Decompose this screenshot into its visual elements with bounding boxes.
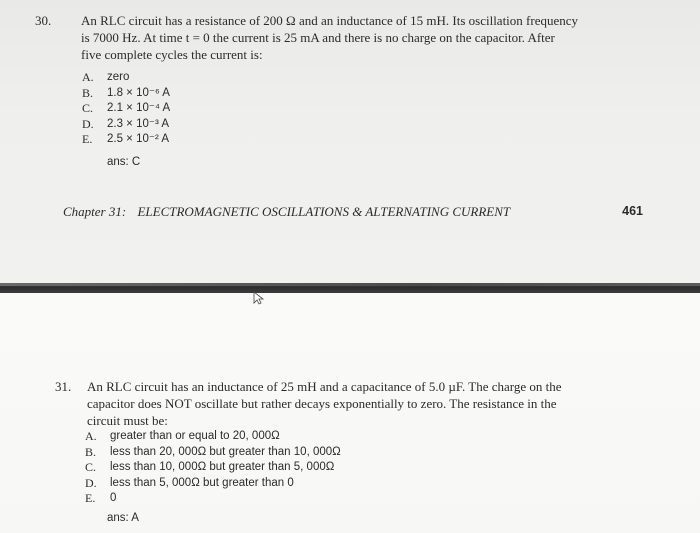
choice-text: 2.1 × 10⁻⁴ A	[107, 102, 171, 114]
choice-d	[85, 476, 445, 492]
divider-highlight	[0, 283, 700, 286]
question-number: 30.	[35, 13, 52, 28]
choice-text: less than 10, 000Ω but greater than 5, 000Ω	[110, 461, 335, 473]
chapter-title: ELECTROMAGNETIC OSCILLATIONS & ALTERNATING CURRENT	[137, 204, 511, 219]
question-31	[55, 378, 655, 432]
question-number: 31.	[55, 379, 72, 394]
mouse-cursor-icon	[252, 291, 266, 305]
choice-text: 0	[110, 492, 117, 504]
question-text-line: circuit must be:	[87, 413, 168, 428]
question-text-line: is 7000 Hz. At time t = 0 the current is 25 mA and there is no charge on the capacitor. After	[81, 30, 555, 45]
question-text-line: An RLC circuit has a resistance of 200 Ω and an inductance of 15 mH. Its oscillation frequency	[81, 13, 579, 28]
choice-letter: B.	[85, 444, 97, 459]
question-text-line: five complete cycles the current is:	[81, 47, 263, 62]
choice-c	[85, 460, 445, 476]
choice-text: greater than or equal to 20, 000Ω	[110, 430, 280, 442]
choice-text: 1.8 × 10⁻⁶ A	[107, 86, 170, 99]
choice-c	[82, 101, 382, 117]
choice-b	[85, 445, 445, 461]
choice-e	[85, 491, 445, 507]
choice-b	[82, 86, 382, 102]
question-text-line: capacitor does NOT oscillate but rather decays exponentially to zero. The resistance in the	[87, 396, 557, 411]
choice-letter: D.	[82, 116, 94, 131]
answer-choices-31	[85, 429, 445, 507]
choice-text: zero	[107, 71, 130, 83]
page-divider	[0, 283, 700, 293]
choice-text: less than 5, 000Ω but greater than 0	[110, 476, 294, 489]
choice-letter: B.	[82, 85, 94, 100]
choice-letter: E.	[85, 491, 96, 505]
question-30	[35, 12, 655, 72]
choice-letter: C.	[82, 101, 94, 115]
choice-a	[82, 70, 382, 86]
chapter-label: Chapter 31:	[63, 204, 127, 219]
choice-letter: D.	[85, 475, 97, 490]
chapter-heading	[63, 204, 643, 220]
answer-choices-30	[82, 70, 382, 148]
choice-text: less than 20, 000Ω but greater than 10, 000Ω	[110, 445, 341, 458]
choice-letter: A.	[82, 70, 94, 84]
choice-letter: A.	[85, 429, 97, 443]
choice-d	[82, 117, 382, 133]
page-number: 461	[622, 204, 643, 218]
choice-e	[82, 132, 382, 148]
answer-31: ans: A	[107, 512, 139, 524]
choice-a	[85, 429, 445, 445]
choice-letter: E.	[82, 132, 93, 146]
choice-letter: C.	[85, 460, 97, 474]
choice-text: 2.5 × 10⁻² A	[107, 133, 170, 145]
question-text-line: An RLC circuit has an inductance of 25 mH and a capacitance of 5.0 µF. The charge on the	[87, 379, 562, 394]
choice-text: 2.3 × 10⁻³ A	[107, 117, 170, 130]
answer-30: ans: C	[107, 156, 141, 168]
